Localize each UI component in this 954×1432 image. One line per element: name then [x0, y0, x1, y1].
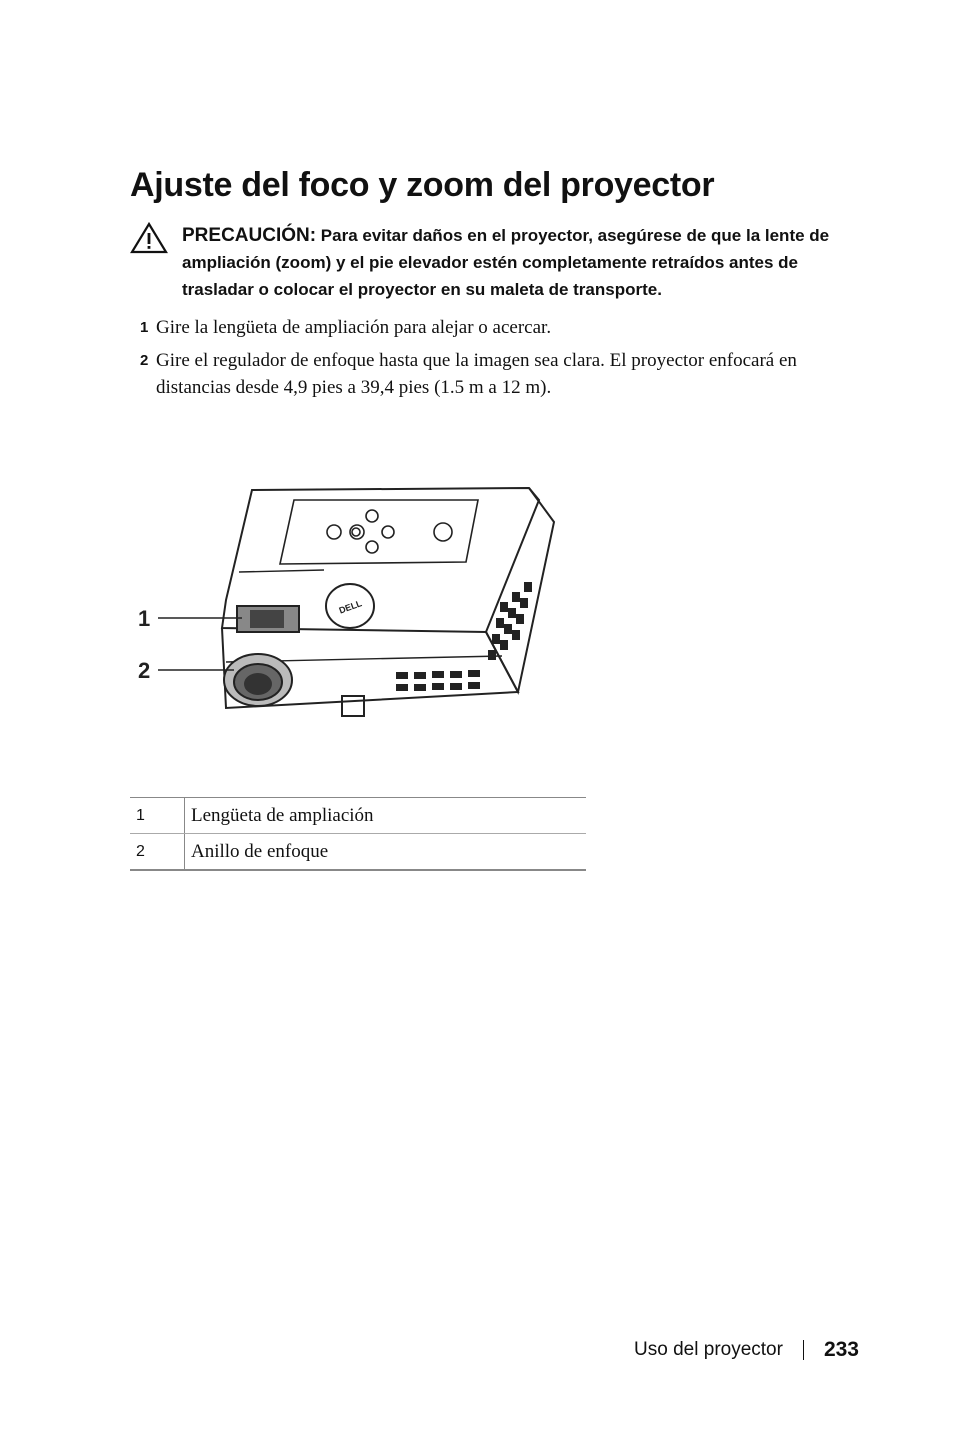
- steps-list: [140, 314, 870, 407]
- legend-number: 2: [130, 834, 185, 871]
- step-number: 1: [140, 319, 149, 336]
- page-title: Ajuste del foco y zoom del proyector: [130, 166, 715, 204]
- step-text: Gire el regulador de enfoque hasta que la imagen sea clara. El proyector enfocará en distancias desde 4,9 pies a 39,4 pies (1.5 m a 12 m).: [156, 350, 797, 398]
- legend-description: Anillo de enfoque: [185, 834, 587, 871]
- caution-text-block: [182, 222, 870, 303]
- callout-1: 1: [138, 606, 151, 631]
- brand-logo-text: DELL: [337, 598, 364, 616]
- step-item: [140, 347, 870, 401]
- projector-illustration: [134, 482, 574, 732]
- callout-2: 2: [138, 658, 151, 683]
- legend-description: Lengüeta de ampliación: [185, 798, 587, 834]
- warning-triangle-icon: [130, 222, 168, 254]
- page-number: 233: [823, 1338, 859, 1361]
- table-row: [130, 834, 586, 871]
- page-footer: [634, 1338, 859, 1362]
- callout-legend-table: [130, 797, 586, 871]
- step-text: Gire la lengüeta de ampliación para alejar o acercar.: [156, 317, 552, 338]
- step-number: 2: [140, 352, 149, 369]
- legend-number: 1: [130, 798, 185, 834]
- footer-section-title: Uso del proyector: [634, 1339, 783, 1360]
- caution-note: [130, 222, 870, 303]
- caution-body: Para evitar daños en el proyector, asegúrese de que la lente de ampliación (zoom) y el pie elevador estén completamente retraídos antes de trasladar o colocar el proyector en su maleta de transporte.: [182, 226, 830, 299]
- caution-label: PRECAUCIÓN:: [182, 225, 317, 246]
- step-item: [140, 314, 870, 341]
- table-row: [130, 798, 586, 834]
- footer-divider: [803, 1340, 804, 1360]
